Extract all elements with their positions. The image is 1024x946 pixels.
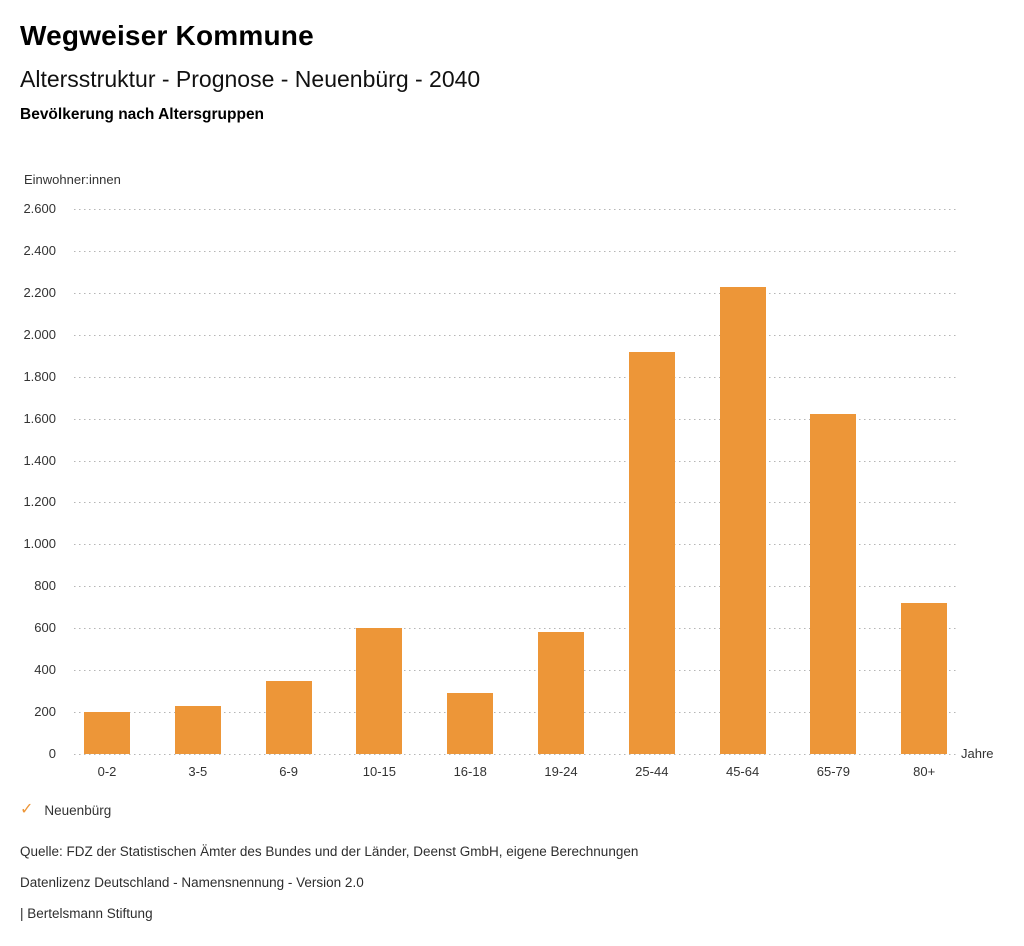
license-text: Datenlizenz Deutschland - Namensnennung - Version 2.0: [20, 875, 364, 890]
bar-0-2[interactable]: [84, 712, 130, 754]
attribution-text: | Bertelsmann Stiftung: [20, 906, 153, 921]
y-axis-unit-label: Einwohner:innen: [24, 172, 121, 187]
gridline: [74, 251, 956, 252]
y-tick-label: 1.400: [23, 452, 56, 468]
legend-item-label: Neuenbürg: [44, 802, 112, 818]
gridline: [74, 293, 956, 294]
chart-heading: Bevölkerung nach Altersgruppen: [20, 106, 265, 123]
y-tick-label: 2.400: [23, 242, 56, 258]
x-tick-label-10-15: 10-15: [362, 764, 397, 779]
bar-10-15[interactable]: [356, 628, 402, 754]
y-axis-tick-labels: [0, 201, 56, 761]
gridline: [74, 754, 956, 755]
y-tick-label: 1.800: [23, 368, 56, 384]
page-title: Wegweiser Kommune: [20, 20, 314, 51]
bar-80+[interactable]: [901, 603, 947, 754]
x-tick-label-65-79: 65-79: [816, 764, 851, 779]
y-tick-label: 1.600: [23, 410, 56, 426]
y-tick-label: 400: [34, 662, 56, 678]
y-tick-label: 2.200: [23, 284, 56, 300]
y-tick-label: 200: [34, 704, 56, 720]
y-tick-label: 0: [48, 746, 56, 761]
x-tick-label-0-2: 0-2: [97, 764, 117, 779]
chart-subtitle: Altersstruktur - Prognose - Neuenbürg - 2040: [20, 66, 481, 92]
bar-19-24[interactable]: [538, 632, 584, 754]
x-tick-label-19-24: 19-24: [544, 764, 578, 779]
x-tick-label-45-64: 45-64: [725, 764, 760, 779]
x-axis-unit-label: Jahre: [961, 746, 994, 761]
bar-16-18[interactable]: [447, 693, 493, 754]
check-icon: ✓: [20, 801, 34, 818]
y-tick-label: 800: [34, 578, 56, 594]
x-tick-label-3-5: 3-5: [188, 764, 208, 779]
bar-6-9[interactable]: [266, 681, 312, 754]
x-tick-label-25-44: 25-44: [635, 764, 669, 779]
y-tick-label: 1.000: [23, 536, 56, 552]
legend-item-neuenbuerg[interactable]: [20, 802, 111, 818]
gridline: [74, 335, 956, 336]
plot-area: [74, 209, 956, 754]
bar-3-5[interactable]: [175, 706, 221, 754]
source-text: Quelle: FDZ der Statistischen Ämter des Bundes und der Länder, Deenst GmbH, eigene Berechnungen: [20, 844, 639, 859]
bar-25-44[interactable]: [629, 352, 675, 754]
y-tick-label: 2.600: [23, 201, 56, 216]
bar-65-79[interactable]: [810, 414, 856, 754]
y-tick-label: 2.000: [23, 326, 56, 342]
y-tick-label: 600: [34, 620, 56, 636]
x-tick-label-80+: 80+: [913, 764, 936, 779]
bar-45-64[interactable]: [720, 287, 766, 754]
x-tick-label-6-9: 6-9: [279, 764, 298, 779]
gridline: [74, 377, 956, 378]
x-tick-label-16-18: 16-18: [453, 764, 487, 779]
gridline: [74, 209, 956, 210]
y-tick-label: 1.200: [23, 494, 56, 510]
